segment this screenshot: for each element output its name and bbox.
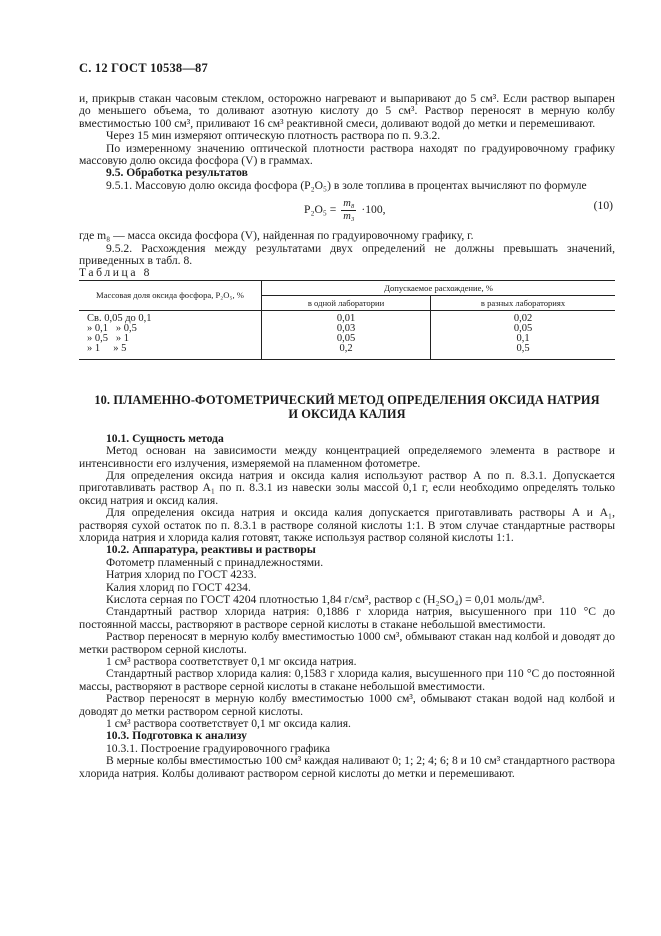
paragraph: Стандартный раствор хлорида калия: 0,1583 г хлорида калия, высушенного при 110 °С до постоянной массы, растворяют в растворе серной кислоты в стакане небольшой вместимости. xyxy=(79,667,615,693)
table-header-one-lab: в одной лаборатории xyxy=(262,295,431,310)
paragraph: 1 см³ раствора соответствует 0,1 мг оксида натрия. xyxy=(106,655,357,668)
table-header-different-labs: в разных лабораториях xyxy=(431,295,615,310)
table-header-mass-fraction: Массовая доля оксида фосфора, P₂O₅, % xyxy=(79,280,262,310)
table-cell-different-labs xyxy=(431,310,615,359)
paragraph: Раствор переносят в мерную колбу вместимостью 1000 см³, обмывают стакан водой над колбой и доводят до метки раствором серной кислоты. xyxy=(79,692,615,718)
value: 0,03 xyxy=(336,323,356,335)
formula-fraction xyxy=(341,198,356,223)
paragraph: По измеренному значению оптической плотности раствора находят по градуировочному графику массовую долю оксида фосфора (V) в граммах. xyxy=(79,141,615,168)
value: 0,1 xyxy=(516,333,530,345)
table-cell-one-lab xyxy=(262,310,431,359)
paragraph: Раствор переносят в мерную колбу вместимостью 1000 см³, обмывают стакан над колбой и доводят до метки раствором серной кислоты. xyxy=(79,630,615,656)
value: 0,02 xyxy=(513,312,533,324)
formula-numerator: m₈ xyxy=(343,198,355,210)
range-label: » 1 » 5 xyxy=(87,343,127,355)
table-header-group: Допускаемое расхождение, % xyxy=(262,280,616,295)
page-header: С. 12 ГОСТ 10538—87 xyxy=(79,61,208,75)
formula-10 xyxy=(79,192,615,230)
value: 0,05 xyxy=(336,333,356,345)
paragraph: Для определения оксида натрия и оксида калия допускается приготавливать растворы А и А₁, растворяя сухой остаток по п. 8.3.1 в растворе соляной кислоты 1:1. В этом случае стандартные растворы хлорида натрия и хлорида калия готовят, также используя раствор соляной кислоты 1:1. xyxy=(79,506,615,544)
value: 0,01 xyxy=(336,312,356,324)
paragraph: Натрия хлорид по ГОСТ 4233. xyxy=(106,568,257,582)
range-label: » 0,5 » 1 xyxy=(87,333,129,345)
paragraph-9-5-2: 9.5.2. Расхождения между результатами двух определений не должны превышать значений, приведенных в табл. 8. xyxy=(79,241,615,268)
formula-lhs: P₂O₅ = xyxy=(304,203,337,217)
range-label: Св. 0,05 до 0,1 xyxy=(87,312,152,324)
chapter-heading-line: И ОКСИДА КАЛИЯ xyxy=(288,406,406,421)
section-heading-10-2: 10.2. Аппаратура, реактивы и растворы xyxy=(106,543,316,557)
table-cell-range xyxy=(79,310,262,359)
paragraph: Через 15 мин измеряют оптическую плотность раствора по п. 9.3.2. xyxy=(106,129,441,143)
paragraph-10-3-1: 10.3.1. Построение градуировочного графика xyxy=(106,741,331,755)
range-label: » 0,1 » 0,5 xyxy=(87,323,137,335)
paragraph: Калия хлорид по ГОСТ 4234. xyxy=(106,580,251,594)
table-row xyxy=(79,310,615,359)
formula-tail: ·100, xyxy=(361,203,386,217)
chapter-heading-line: 10. ПЛАМЕННО-ФОТОМЕТРИЧЕСКИЙ МЕТОД ОПРЕДЕЛЕНИЯ ОКСИДА НАТРИЯ xyxy=(94,392,600,407)
page-content xyxy=(79,93,615,780)
paragraph: В мерные колбы вместимостью 100 см³ каждая наливают 0; 1; 2; 4; 6; 8 и 10 см³ стандартного раствора хлорида натрия. Колбы доливают раствором серной кислоты до метки и перемешивают. xyxy=(79,754,616,780)
chapter-heading xyxy=(79,393,615,421)
section-heading-10-1: 10.1. Сущность метода xyxy=(106,431,224,445)
paragraph: Метод основан на зависимости между концентрацией определяемого элемента в растворе и интенсивности его излучения, измеряемой на пламенном фотометре. xyxy=(79,444,615,470)
paragraph-where: где m₈ — масса оксида фосфора (V), найденная по градуировочному графику, г. xyxy=(79,229,474,243)
paragraph: 1 см³ раствора соответствует 0,1 мг оксида калия. xyxy=(106,717,351,731)
paragraph: Для определения оксида натрия и оксида калия используют раствор А по п. 8.3.1. Допускается приготавливать раствор А₁ по п. 8.3.1 из навески золы массой 0,1 г, если необходимо определять только оксид натрия и оксид калия. xyxy=(79,468,615,507)
paragraph: и, прикрыв стакан часовым стеклом, осторожно нагревают и выпаривают до 5 см³. Если раствор выпарен до меньшего объема, то доливают азотную кислоту до 5 см³. Раствор переносят в мерную колбу вместимостью 100 см³, приливают 16 см³ реактивной смеси, доливают водой до метки и перемешивают. xyxy=(79,92,615,130)
value: 0,5 xyxy=(516,343,530,355)
section-heading-9-5: 9.5. Обработка результатов xyxy=(106,166,248,180)
table-caption: Таблица 8 xyxy=(79,266,152,280)
value: 0,05 xyxy=(513,323,533,335)
value: 0,2 xyxy=(339,343,353,355)
formula-denominator: m₃ xyxy=(343,211,355,223)
table-8 xyxy=(79,280,615,360)
paragraph: Фотометр пламенный с принадлежностями. xyxy=(106,555,324,569)
paragraph: Кислота серная по ГОСТ 4204 плотностью 1,84 г/см³, раствор c (H₂SO₄) = 0,01 моль/дм³. xyxy=(106,592,545,606)
formula-number: (10) xyxy=(593,199,613,213)
paragraph: Стандартный раствор хлорида натрия: 0,1886 г хлорида натрия, высушенного при 110 °С до постоянной массы, растворяют в растворе серной кислоты в стакане небольшой вместимости. xyxy=(79,605,615,631)
paragraph-9-5-1: 9.5.1. Массовую долю оксида фосфора (P₂O₅) в золе топлива в процентах вычисляют по формуле xyxy=(106,178,587,192)
section-heading-10-3: 10.3. Подготовка к анализу xyxy=(106,729,247,743)
